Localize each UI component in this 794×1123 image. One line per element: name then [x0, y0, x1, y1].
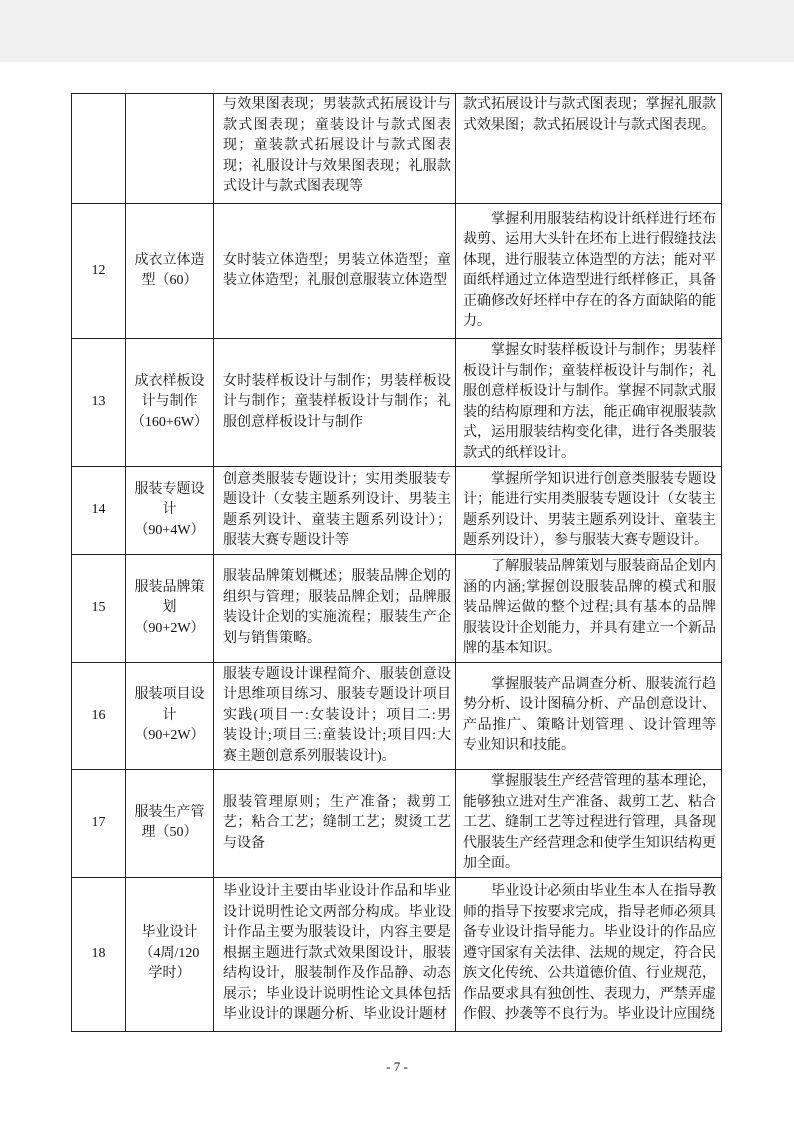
text-line: 计与制作 — [141, 394, 198, 410]
text-line: 女时装样板设计与制作；男装样板设 — [223, 373, 451, 389]
text-line: 正确修改好坯样中存在的各方面缺陷的能 — [463, 293, 716, 309]
text-line: 服装专题设 — [134, 481, 205, 497]
text-line: （160+6W） — [130, 414, 209, 430]
text-line: 作品要求具有独创性、表现力，严禁弄虚 — [463, 986, 716, 1002]
cell-number: 17 — [72, 770, 126, 878]
text-line: 计 — [162, 502, 177, 518]
text-line: 根据主题进行款式效果图设计，服装 — [223, 945, 451, 961]
cell-number: 16 — [72, 662, 126, 770]
text-line: 遵守国家有关法律、法规的规定，符合民 — [463, 945, 716, 961]
cell-content — [214, 877, 456, 1031]
cell-course-name — [126, 204, 214, 339]
text-line: 毕业设计的课题分析、毕业设计题材 — [223, 1007, 447, 1023]
text-line: 与效果图表现；男装款式拓展设计与 — [223, 97, 451, 112]
text-line: 加全面。 — [463, 856, 519, 871]
text-line: （90+2W） — [134, 620, 205, 636]
text-line: 划与销售策略。 — [223, 630, 321, 646]
text-line: 专业知识和技能。 — [463, 738, 575, 754]
text-line: 计；能进行实用类服装专题设计（女装主 — [463, 492, 716, 507]
page-number: - 7 - — [386, 1059, 408, 1074]
text-line: 体现，进行服装立体造型的方法；能对平 — [463, 252, 716, 268]
text-line: 面纸样通过立体造型进行纸样修正，具备 — [463, 273, 716, 288]
cell-content — [214, 94, 456, 204]
text-line: 款式图表现；童装设计与款式图表 — [223, 117, 451, 133]
table-row — [72, 204, 722, 339]
text-line: 作假、抄袭等不良行为。毕业设计应围绕 — [463, 1007, 715, 1023]
text-line: 服装生产管 — [134, 804, 205, 820]
text-line: 服装项目设 — [134, 687, 205, 702]
text-line: 成衣样板设 — [134, 373, 205, 389]
cell-objectives — [456, 770, 722, 878]
text-line: 现；童装款式拓展设计与款式图表 — [223, 138, 451, 153]
text-line: 计与制作；童装样板设计与制作；礼 — [223, 394, 451, 410]
text-line: 掌握服装产品调查分析、服装流行趋 — [491, 676, 716, 692]
text-line: 备专业设计指导能力。毕业设计的作品应 — [463, 925, 716, 941]
text-line: 创意类服装专题设计；实用类服装专 — [223, 471, 451, 487]
cell-course-name — [126, 339, 214, 467]
text-line: （4周/120 — [139, 945, 200, 961]
text-line: 题系列设计、童装主题系列设计）； — [223, 512, 451, 528]
cell-objectives — [456, 662, 722, 770]
cell-number: 13 — [72, 339, 126, 467]
text-line: 划 — [162, 600, 177, 615]
text-line: 计作品主要为服装设计，内容主要是 — [223, 925, 451, 941]
text-line: 裁剪、运用大头针在坯布上进行假缝技法 — [463, 232, 716, 247]
cell-course-name — [126, 467, 214, 555]
header-band — [0, 0, 794, 62]
text-line: 款式的纸样设计。 — [463, 445, 575, 461]
text-line: 掌握利用服装结构设计纸样进行坯布 — [491, 211, 716, 227]
text-line: 题设计（女装主题系列设计、男装主 — [223, 492, 451, 507]
text-line: 产品推广、策略计划管理 、设计管理等 — [463, 717, 716, 733]
text-line: 计思维项目练习、服装专题设计项目 — [223, 687, 451, 702]
course-table — [71, 93, 722, 1032]
text-line: 服创意样板设计与制作 — [223, 414, 363, 430]
text-line: 学时） — [148, 966, 191, 982]
table-row — [72, 339, 722, 467]
text-line: （90+2W） — [134, 728, 205, 743]
text-line: 装立体造型；礼服创意服装立体造型 — [223, 273, 447, 288]
text-line: 款式拓展设计与款式图表现；掌握礼服款 — [463, 97, 716, 112]
text-line: 艺；粘合工艺；缝制工艺；熨烫工艺 — [223, 815, 451, 830]
text-line: 服创意样板设计与制作。掌握不同款式服 — [463, 384, 716, 399]
text-line: 组织与管理；服装品牌企划；品牌服 — [223, 589, 451, 605]
text-line: 实践(项目一:女装设计；项目二:男 — [223, 707, 451, 723]
text-line: 板设计与制作；童装样板设计与制作；礼 — [463, 363, 716, 379]
cell-number: 14 — [72, 467, 126, 555]
table-row — [72, 555, 722, 663]
text-line: 装设计企划的实施流程；服装生产企 — [223, 610, 451, 626]
text-line: 工艺、缝制工艺等过程进行管理，具备现 — [463, 815, 716, 830]
text-line: 装设计;项目三:童装设计;项目四:大 — [223, 728, 451, 743]
cell-objectives — [456, 467, 722, 555]
table-row — [72, 94, 722, 204]
text-line: 掌握所学知识进行创意类服装专题设 — [491, 471, 716, 487]
text-line: 势分析、设计图稿分析、产品创意设计、 — [463, 697, 716, 713]
text-line: 成衣立体造 — [134, 252, 205, 268]
text-line: 服装专题设计课程简介、服装创意设 — [223, 666, 451, 682]
table-row — [72, 877, 722, 1031]
text-line: 毕业设计主要由毕业设计作品和毕业 — [223, 884, 451, 900]
table-row — [72, 467, 722, 555]
cell-number — [72, 94, 126, 204]
text-line: 服装大赛专题设计等 — [223, 533, 349, 548]
text-line: 毕业设计必须由毕业生本人在指导教 — [491, 884, 716, 900]
text-line: 服装品牌策 — [134, 579, 205, 595]
cell-content — [214, 467, 456, 555]
text-line: 了解服装品牌策划与服装商品企划内 — [491, 559, 716, 574]
text-line: 师的指导下按要求完成，指导老师必须具 — [463, 904, 716, 920]
text-line: 题系列设计、男装主题系列设计、童装主 — [463, 512, 716, 528]
text-line: 涵的内涵;掌握创设服装品牌的模式和服 — [463, 579, 716, 595]
cell-content — [214, 662, 456, 770]
text-line: 掌握女时装样板设计与制作；男装样 — [491, 343, 716, 358]
text-line: 型（60） — [141, 273, 198, 288]
text-line: 装的结构原理和方法，能正确审视服装款 — [463, 404, 716, 420]
text-line: 式效果图；款式拓展设计与款式图表现。 — [463, 117, 715, 133]
cell-objectives — [456, 339, 722, 467]
cell-course-name — [126, 770, 214, 878]
table-body — [72, 94, 722, 1032]
cell-objectives — [456, 94, 722, 204]
cell-number: 12 — [72, 204, 126, 339]
text-line: 计 — [162, 707, 177, 723]
text-line: 与设备 — [223, 835, 265, 851]
text-line: 毕业设计 — [141, 925, 198, 941]
cell-objectives — [456, 204, 722, 339]
cell-number: 15 — [72, 555, 126, 663]
text-line: 能够独立进对生产准备、裁剪工艺、粘合 — [463, 794, 716, 810]
text-line: （90+4W） — [134, 522, 205, 538]
text-line: 现；礼服设计与效果图表现；礼服款 — [223, 158, 451, 174]
cell-content — [214, 339, 456, 467]
cell-content — [214, 555, 456, 663]
text-line: 赛主题创意系列服装设计)。 — [223, 748, 396, 764]
cell-content — [214, 770, 456, 878]
cell-content — [214, 204, 456, 339]
text-line: 结构设计，服装制作及作品静、动态 — [223, 966, 451, 982]
text-line: 式设计与款式图表现等 — [223, 179, 363, 194]
text-line: 式，运用服装结构变化律，进行各类服装 — [463, 425, 716, 440]
text-line: 族文化传统、公共道德价值、行业规范， — [463, 966, 716, 982]
cell-number: 18 — [72, 877, 126, 1031]
text-line: 掌握服装生产经营管理的基本理论， — [491, 774, 716, 789]
text-line: 展示；毕业设计说明性论文具体包括 — [223, 986, 451, 1002]
table-row — [72, 662, 722, 770]
cell-course-name — [126, 94, 214, 204]
table-row — [72, 770, 722, 878]
text-line: 题系列设计），参与服装大赛专题设计。 — [463, 533, 708, 548]
text-line: 理（50） — [141, 825, 198, 841]
text-line: 服装设计企划能力，并具有建立一个新品 — [463, 620, 716, 636]
cell-objectives — [456, 877, 722, 1031]
text-line: 力。 — [463, 314, 491, 329]
text-line: 女时装立体造型；男装立体造型；童 — [223, 252, 451, 268]
text-line: 服装品牌策划概述；服装品牌企划的 — [223, 569, 451, 585]
text-line: 牌的基本知识。 — [463, 641, 561, 656]
text-line: 服装管理原则；生产准备；裁剪工 — [223, 794, 451, 810]
text-line: 设计说明性论文两部分构成。毕业设 — [223, 904, 451, 920]
text-line: 代服装生产经营理念和使学生知识结构更 — [463, 835, 716, 851]
text-line: 装品牌运做的整个过程;具有基本的品牌 — [463, 600, 716, 615]
cell-objectives — [456, 555, 722, 663]
cell-course-name — [126, 555, 214, 663]
cell-course-name — [126, 877, 214, 1031]
cell-course-name — [126, 662, 214, 770]
